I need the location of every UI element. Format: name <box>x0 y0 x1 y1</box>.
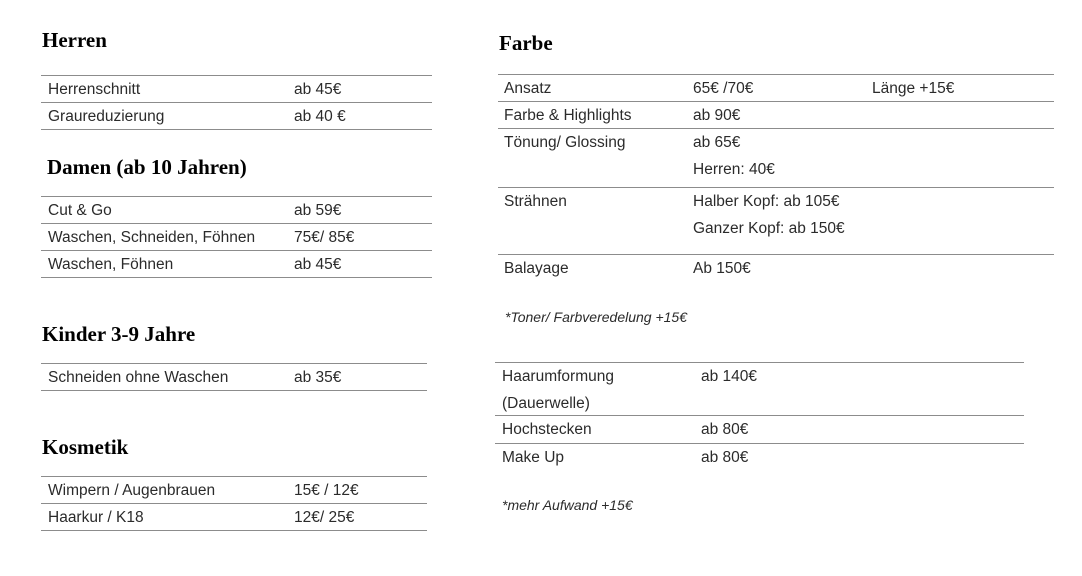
table-row <box>498 255 1054 282</box>
service-price: ab 35€ <box>294 369 342 386</box>
service-name: Strähnen <box>504 193 567 210</box>
table-row <box>41 76 432 103</box>
table-row <box>498 129 1054 188</box>
price-table-kinder <box>41 363 427 391</box>
service-price: ab 80€ <box>701 449 749 466</box>
service-name: Haarkur / K18 <box>48 509 144 526</box>
service-price: ab 140€ <box>701 368 758 385</box>
service-name: Waschen, Föhnen <box>48 256 174 273</box>
service-name: Wimpern / Augenbrauen <box>48 482 216 499</box>
service-name: Herrenschnitt <box>48 81 141 98</box>
table-row <box>41 224 432 251</box>
table-row <box>41 197 432 224</box>
service-name: Tönung/ Glossing <box>504 134 626 151</box>
service-name: Waschen, Schneiden, Föhnen <box>48 229 256 246</box>
section-title-kinder: Kinder 3-9 Jahre <box>42 322 196 346</box>
table-row <box>498 102 1054 129</box>
table-row <box>41 364 427 391</box>
service-price: ab 90€ <box>693 107 741 124</box>
service-price: ab 40 € <box>294 108 346 125</box>
table-row <box>41 504 427 531</box>
price-table-damen <box>41 196 432 278</box>
service-name: Graureduzierung <box>48 108 165 125</box>
service-name: Cut & Go <box>48 202 112 219</box>
service-price: ab 80€ <box>701 421 749 438</box>
price-table-styling <box>495 362 1024 472</box>
price-table-herren <box>41 75 432 130</box>
price-table-kosmetik <box>41 476 427 531</box>
table-row <box>495 416 1024 444</box>
table-row <box>498 75 1054 102</box>
service-price: Ab 150€ <box>693 260 751 277</box>
service-price: 75€/ 85€ <box>294 229 355 246</box>
price-table-farbe <box>498 74 1054 282</box>
service-name: Ansatz <box>504 80 552 97</box>
section-title-kosmetik: Kosmetik <box>42 435 129 459</box>
service-name: Haarumformung <box>502 368 614 385</box>
service-price: 15€ / 12€ <box>294 482 359 499</box>
service-extra: Länge +15€ <box>872 80 955 97</box>
section-title-herren: Herren <box>42 28 107 52</box>
table-row <box>495 444 1024 472</box>
footnote-styling: *mehr Aufwand +15€ <box>502 497 633 513</box>
service-price: 65€ /70€ <box>693 80 754 97</box>
service-name: Farbe & Highlights <box>504 107 632 124</box>
section-title-damen: Damen (ab 10 Jahren) <box>47 155 247 179</box>
table-row <box>41 103 432 130</box>
service-price: Halber Kopf: ab 105€ <box>693 193 840 210</box>
service-price-secondary: Ganzer Kopf: ab 150€ <box>693 220 845 237</box>
service-name: Hochstecken <box>502 421 592 438</box>
service-price: ab 45€ <box>294 256 342 273</box>
table-row <box>41 477 427 504</box>
service-name: Schneiden ohne Waschen <box>48 369 229 386</box>
service-name: Make Up <box>502 449 565 466</box>
footnote-farbe: *Toner/ Farbveredelung +15€ <box>505 309 687 325</box>
section-title-farbe: Farbe <box>499 31 553 55</box>
service-name: Balayage <box>504 260 569 277</box>
service-price: 12€/ 25€ <box>294 509 355 526</box>
service-price: ab 59€ <box>294 202 342 219</box>
table-row <box>498 188 1054 255</box>
table-row <box>495 363 1024 416</box>
table-row <box>41 251 432 278</box>
service-price: ab 45€ <box>294 81 342 98</box>
service-name-secondary: (Dauerwelle) <box>502 395 590 412</box>
service-price: ab 65€ <box>693 134 741 151</box>
service-price-secondary: Herren: 40€ <box>693 161 775 178</box>
